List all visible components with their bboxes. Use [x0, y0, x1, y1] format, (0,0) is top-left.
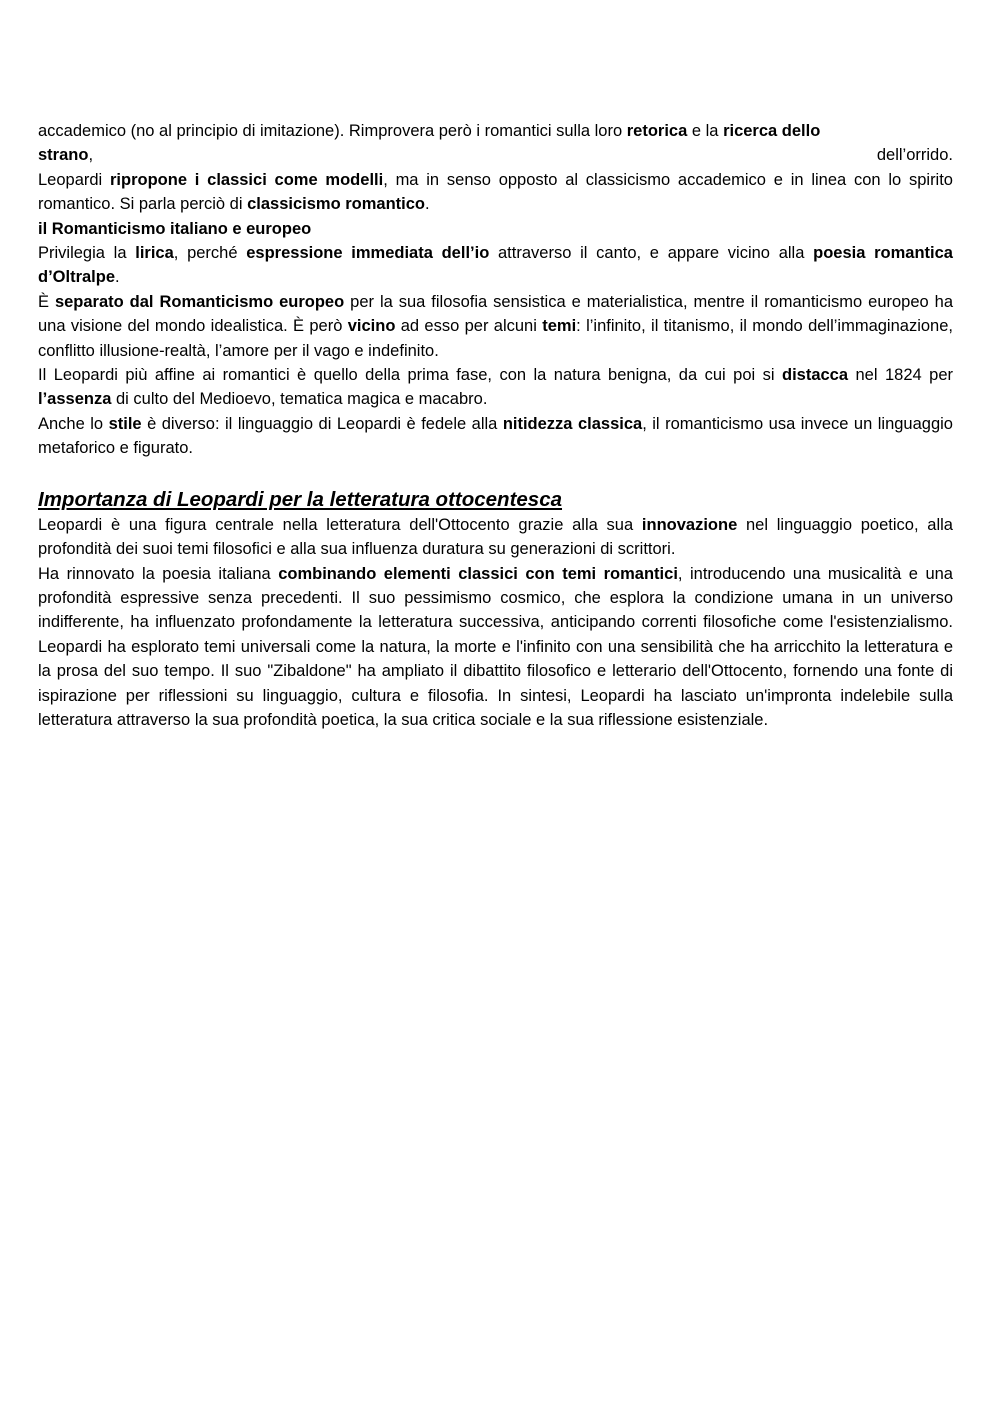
text-run: Anche lo — [38, 414, 109, 433]
text-run: Leopardi è una figura centrale nella letteratura dell'Ottocento grazie alla sua — [38, 515, 642, 534]
paragraph-lirica — [38, 241, 953, 290]
paragraph-classicismo-romantico — [38, 168, 953, 217]
text-run: Il Leopardi più affine ai romantici è quello della prima fase, con la natura benigna, da cui poi si — [38, 366, 782, 385]
text-run: . — [115, 268, 120, 287]
text-run: Ha rinnovato la poesia italiana — [38, 564, 279, 583]
bold-innovazione: innovazione — [641, 515, 738, 534]
paragraph-rinnovato — [38, 562, 953, 733]
text-run: , perché — [173, 244, 247, 263]
text-run: È — [38, 292, 55, 311]
bold-distacca: distacca — [782, 366, 849, 385]
text-run: è diverso: il linguaggio di Leopardi è fedele alla — [141, 414, 503, 433]
bold-classicismo-romantico: classicismo romantico — [247, 195, 426, 214]
text-run: , — [88, 146, 94, 165]
bold-separato: separato dal Romanticismo europeo — [54, 292, 345, 311]
text-run: Privilegia la — [38, 244, 136, 263]
text-run: , introducendo una musicalità e una profondità espressive senza precedenti. Il suo pessimismo cosmico, che esplora la condizione umana in un universo indifferente, ha influenzato profondamente la letteratura successiva, anticipando correnti filosofiche come l'esistenzialismo. Leopardi ha esplorato temi universali come la natura, la morte e l'infinito con una sensibilità che ha arricchito la letteratura e la prosa del suo tempo. Il suo "Zibaldone" ha ampliato il dibattito filosofico e letterario dell'Ottocento, fornendo una fonte di ispirazione per riflessioni su linguaggio, cultura e filosofia. In sintesi, Leopardi ha lasciato un'impronta indelebile sulla letteratura attraverso la sua profondità poetica, la sua critica sociale e la sua riflessione esistenziale. — [38, 564, 953, 729]
bold-nitidezza: nitidezza classica — [502, 414, 643, 433]
text-run: , il romanticismo usa invece un linguaggio metaforico e figurato. — [38, 414, 953, 458]
bold-poesia-romantica: poesia romantica d’Oltralpe — [38, 244, 953, 287]
section-gap — [38, 461, 953, 487]
text-run: accademico (no al principio di imitazione). Rimprovera però i romantici sulla loro — [38, 122, 627, 140]
paragraph-prima-fase — [38, 363, 953, 412]
bold-combinando: combinando elementi classici con temi romantici — [278, 564, 678, 583]
bold-ricerca-dello: ricerca dello — [723, 122, 821, 140]
bold-stile: stile — [108, 414, 142, 433]
paragraph-innovazione — [38, 513, 953, 562]
paragraph-separato — [38, 290, 953, 363]
bold-ripropone: ripropone i classici come modelli — [110, 170, 384, 189]
paragraph-retorica — [38, 119, 953, 143]
document-page — [38, 119, 953, 732]
bold-retorica: retorica — [626, 122, 688, 140]
bold-temi: temi — [542, 317, 577, 336]
bold-vicino: vicino — [347, 317, 396, 336]
bold-assenza: l’assenza — [38, 390, 112, 409]
text-run: e la — [687, 122, 724, 140]
text-run: di culto del Medioevo, tematica magica e macabro. — [111, 390, 488, 409]
text-run: . — [425, 195, 430, 214]
line-right: dell’orrido. — [876, 146, 953, 165]
bold-strano: strano — [38, 146, 89, 165]
text-run: , ma in senso opposto al classicismo accademico e in linea con lo spirito romantico. Si parla perciò di — [38, 170, 953, 214]
justified-last-line — [38, 143, 953, 167]
text-run: nel linguaggio poetico, alla profondità dei suoi temi filosofici e alla sua influenza duratura su generazioni di scrittori. — [38, 515, 953, 559]
section-title: Importanza di Leopardi per la letteratura ottocentesca — [38, 487, 563, 511]
text-run: attraverso il canto, e appare vicino alla — [489, 244, 814, 263]
paragraph-stile — [38, 412, 953, 461]
bold-lirica: lirica — [135, 244, 174, 263]
bold-espressione: espressione immediata dell’io — [246, 244, 490, 263]
text-run: ad esso per alcuni — [395, 317, 543, 336]
text-run: : l’infinito, il titanismo, il mondo dell’immaginazione, conflitto illusione-realtà, l’amore per il vago e indefinito. — [38, 317, 953, 360]
line-left — [38, 143, 93, 167]
text-run: per la sua filosofia sensistica e materialistica, mentre il romanticismo europeo ha una visione del mondo idealistica. È però — [38, 292, 953, 336]
text-run: Leopardi — [38, 170, 110, 189]
text-run: nel 1824 per — [848, 366, 953, 385]
subheading: il Romanticismo italiano e europeo — [38, 219, 312, 238]
